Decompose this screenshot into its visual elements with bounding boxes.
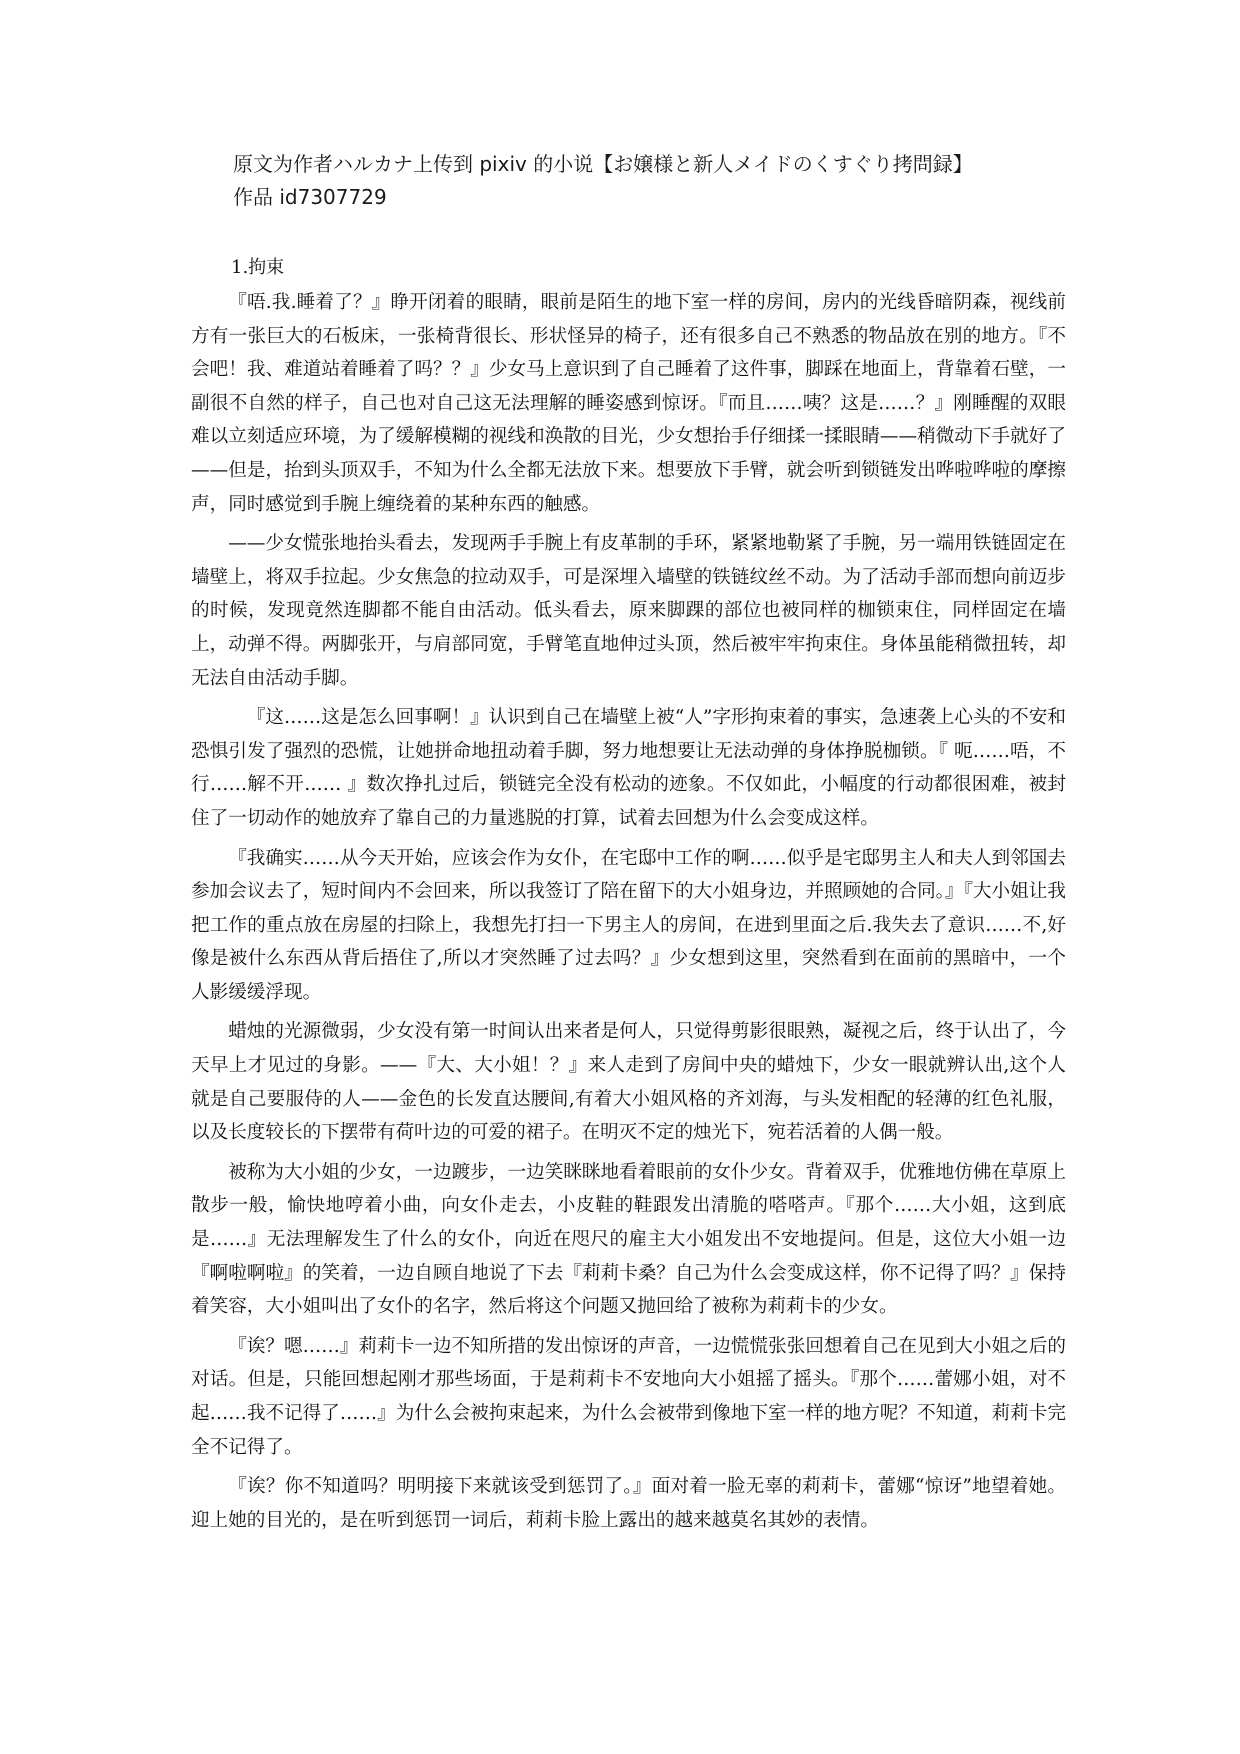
- section-title: 1.拘束: [231, 257, 285, 278]
- source-note-line: 原文为作者ハルカナ上传到 pixiv 的小说【お嬢様と新人メイドのくすぐり拷問録】: [233, 152, 973, 176]
- paragraph: 『诶？你不知道吗？明明接下来就该受到惩罚了。』面对着一脸无辜的莉莉卡，蕾娜“惊讶”地望着她。迎上她的目光的，是在听到惩罚一词后，莉莉卡脸上露出的越来越莫名其妙的表情。: [191, 1476, 1066, 1531]
- source-note: [233, 148, 1113, 214]
- paragraph: ——少女慌张地抬头看去，发现两手手腕上有皮革制的手环，紧紧地勒紧了手腕，另一端用铁链固定在墙壁上，将双手拉起。少女焦急的拉动双手，可是深埋入墙壁的铁链纹丝不动。为了活动手部而想向前迈步的时候，发现竟然连脚都不能自由活动。低头看去，原来脚踝的部位也被同样的枷锁束住，同样固定在墙上，动弹不得。两脚张开，与肩部同宽，手臂笔直地伸过头顶，然后被牢牢拘束住。身体虽能稍微扭转，却无法自由活动手脚。: [191, 533, 1066, 689]
- paragraph: 『唔.我.睡着了？』睁开闭着的眼睛，眼前是陌生的地下室一样的房间，房内的光线昏暗阴森，视线前方有一张巨大的石板床，一张椅背很长、形状怪异的椅子，还有很多自己不熟悉的物品放在别的地方。『不会吧！我、难道站着睡着了吗？？』少女马上意识到了自己睡着了这件事，脚踩在地面上，背靠着石壁，一副很不自然的样子，自己也对自己这无法理解的睡姿感到惊讶。『而且……咦？这是……？』刚睡醒的双眼难以立刻适应环境，为了缓解模糊的视线和涣散的目光，少女想抬手仔细揉一揉眼睛——稍微动下手就好了——但是，抬到头顶双手，不知为什么全都无法放下来。想要放下手臂，就会听到锁链发出哗啦哗啦的摩擦声，同时感觉到手腕上缠绕着的某种东西的触感。: [191, 292, 1066, 515]
- paragraph: 『我确实……从今天开始，应该会作为女仆，在宅邸中工作的啊……似乎是宅邸男主人和夫人到邻国去参加会议去了，短时间内不会回来，所以我签订了陪在留下的大小姐身边，并照顾她的合同。』『大小姐让我把工作的重点放在房屋的扫除上，我想先打扫一下男主人的房间，在进到里面之后.我失去了意识……不,好像是被什么东西从背后捂住了,所以才突然睡了过去吗？』少女想到这里，突然看到在面前的黑暗中，一个人影缓缓浮现。: [191, 847, 1066, 1003]
- work-id-line: 作品 id7307729: [233, 185, 387, 209]
- paragraph: 『这……这是怎么回事啊！』认识到自己在墙壁上被“人”字形拘束着的事实，急速袭上心头的不安和恐惧引发了强烈的恐慌，让她拼命地扭动着手脚，努力地想要让无法动弹的身体挣脱枷锁。『 呃……唔，不行……解不开…… 』数次挣扎过后，锁链完全没有松动的迹象。不仅如此，小幅度的行动都很困难，被封住了一切动作的她放弃了靠自己的力量逃脱的打算，试着去回想为什么会变成这样。: [191, 707, 1066, 829]
- paragraph: 被称为大小姐的少女，一边踱步，一边笑眯眯地看着眼前的女仆少女。背着双手，优雅地仿佛在草原上散步一般，愉快地哼着小曲，向女仆走去，小皮鞋的鞋跟发出清脆的嗒嗒声。『那个……大小姐，这到底是……』无法理解发生了什么的女仆，向近在咫尺的雇主大小姐发出不安地提问。但是，这位大小姐一边『啊啦啊啦』的笑着，一边自顾自地说了下去『莉莉卡桑？自己为什么会变成这样，你不记得了吗？』保持着笑容，大小姐叫出了女仆的名字，然后将这个问题又抛回给了被称为莉莉卡的少女。: [191, 1161, 1066, 1318]
- paragraph: 蜡烛的光源微弱，少女没有第一时间认出来者是何人，只觉得剪影很眼熟，凝视之后，终于认出了，今天早上才见过的身影。——『大、大小姐！？』来人走到了房间中央的蜡烛下，少女一眼就辨认出,这个人就是自己要服侍的人——金色的长发直达腰间,有着大小姐风格的齐刘海，与头发相配的轻薄的红色礼服，以及长度较长的下摆带有荷叶边的可爱的裙子。在明灭不定的烛光下，宛若活着的人偶一般。: [191, 1021, 1066, 1144]
- paragraph: 『诶？嗯……』莉莉卡一边不知所措的发出惊讶的声音，一边慌慌张张回想着自己在见到大小姐之后的对话。但是，只能回想起刚才那些场面，于是莉莉卡不安地向大小姐摇了摇头。『那个……蕾娜小姐，对不起……我不记得了……』为什么会被拘束起来，为什么会被带到像地下室一样的地方呢？不知道，莉莉卡完全不记得了。: [191, 1335, 1066, 1458]
- story-body: [191, 250, 1066, 1543]
